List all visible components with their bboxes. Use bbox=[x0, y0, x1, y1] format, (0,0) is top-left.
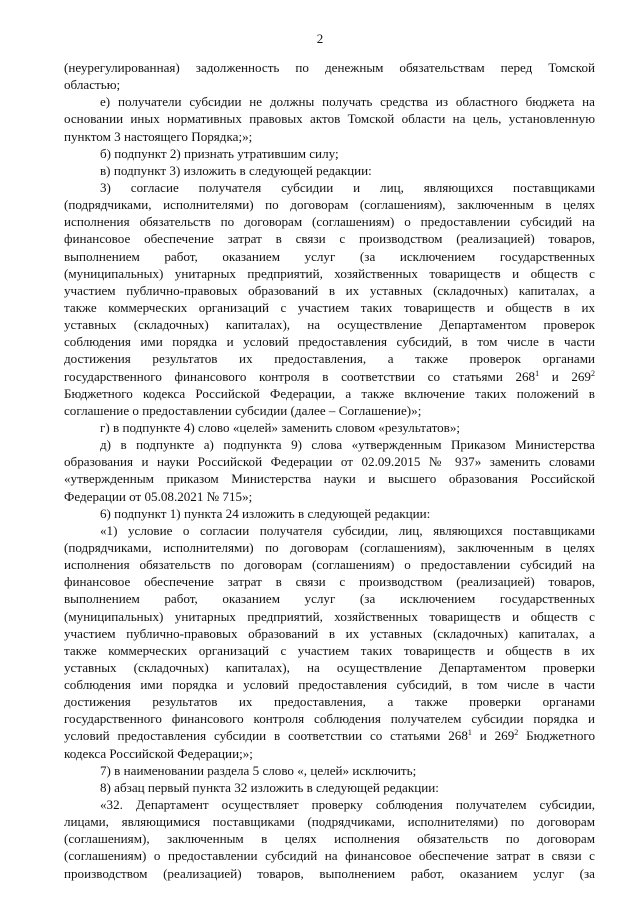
text-segment: д) в подпункте а) подпункта 9) слова «утвержденным Приказом Министерства bbox=[100, 437, 595, 453]
text-line bbox=[64, 865, 595, 882]
text-segment: лицами, являющимися поставщиками (подрядчиками, исполнителями) по договорам bbox=[64, 814, 595, 830]
text-segment: г) в подпункте 4) слово «целей» заменить словом «результатов»; bbox=[100, 419, 461, 435]
text-segment: финансовое обеспечение затрат в связи с производством (реализацией) товаров, bbox=[64, 231, 595, 247]
text-segment: 6) подпункт 1) пункта 24 изложить в следующей редакции: bbox=[100, 505, 431, 521]
text-segment: выполнением работ, оказанием услуг (за исключением государственных bbox=[64, 591, 595, 607]
text-line bbox=[64, 350, 595, 367]
text-line bbox=[64, 659, 595, 676]
text-segment: образования и науки Российской Федерации от 02.09.2015 № 937» заменить словами bbox=[64, 454, 595, 470]
text-line bbox=[64, 453, 595, 470]
document-body bbox=[64, 59, 595, 882]
text-segment: государственного финансового контроля в соответствии со статьями 268 bbox=[64, 368, 536, 384]
text-segment: 8) абзац первый пункта 32 изложить в следующей редакции: bbox=[100, 779, 439, 795]
text-segment: также коммерческих организаций с участием таких товариществ и обществ в их bbox=[64, 299, 595, 315]
text-segment: (подрядчиками, исполнителями) по договорам (соглашениям), заключенным в целях bbox=[64, 197, 595, 213]
text-segment: выполнением работ, оказанием услуг (за исключением государственных bbox=[64, 248, 595, 264]
superscript: 1 bbox=[535, 368, 540, 378]
text-line bbox=[64, 265, 595, 282]
text-segment: уставных (складочных) капиталах), на осуществление Департаментом проверки bbox=[64, 659, 595, 675]
text-segment: областью; bbox=[64, 77, 121, 93]
text-line bbox=[64, 145, 595, 162]
text-line bbox=[64, 93, 595, 110]
text-segment: «1) условие о согласии получателя субсидии, лиц, являющихся поставщиками bbox=[100, 522, 595, 538]
text-line bbox=[64, 230, 595, 247]
text-segment: кодекса Российской Федерации;»; bbox=[64, 745, 253, 761]
text-segment: соблюдения ими порядка и условий предоставления субсидий, в том числе в части bbox=[64, 334, 595, 350]
page-number: 2 bbox=[316, 31, 324, 46]
text-segment: (соглашениям), заключенным в целях исполнения обязательств по договорам bbox=[64, 831, 595, 847]
text-line bbox=[64, 76, 595, 93]
text-line bbox=[64, 436, 595, 453]
text-line bbox=[64, 470, 595, 487]
text-line bbox=[64, 522, 595, 539]
text-segment: (соглашениям) о предоставлении субсидий на финансовое обеспечение затрат в связи с bbox=[64, 848, 595, 864]
text-line bbox=[64, 299, 595, 316]
text-line bbox=[64, 385, 595, 402]
text-line bbox=[64, 573, 595, 590]
text-line bbox=[64, 608, 595, 625]
superscript: 2 bbox=[514, 728, 519, 738]
text-segment: основании иных нормативных правовых актов Томской области на цель, установленную bbox=[64, 111, 595, 127]
text-line bbox=[64, 745, 595, 762]
text-line bbox=[64, 402, 595, 419]
text-segment: 7) в наименовании раздела 5 слово «, целей» исключить; bbox=[100, 762, 417, 778]
text-line bbox=[64, 196, 595, 213]
superscript: 1 bbox=[467, 728, 472, 738]
text-line bbox=[64, 625, 595, 642]
text-line bbox=[64, 333, 595, 350]
text-line bbox=[64, 710, 595, 727]
text-segment: участием публично-правовых образований в их уставных (складочных) капиталах, а bbox=[64, 625, 595, 641]
text-segment: и 269 bbox=[539, 368, 591, 384]
text-segment: уставных (складочных) капиталах), на осуществление Департаментом проверок bbox=[64, 317, 595, 333]
text-line bbox=[64, 162, 595, 179]
text-segment: Бюджетного кодекса Российской Федерации, а также включение таких положений в bbox=[64, 385, 595, 401]
text-segment: производством (реализацией) товаров, выполнением работ, оказанием услуг (за bbox=[64, 865, 595, 881]
superscript: 2 bbox=[590, 368, 595, 378]
text-segment: (подрядчиками, исполнителями) по договорам (соглашениям), заключенным в целях bbox=[64, 539, 595, 555]
text-line bbox=[64, 727, 595, 744]
text-line bbox=[64, 128, 595, 145]
text-line bbox=[64, 693, 595, 710]
text-segment: (неурегулированная) задолженность по денежным обязательствам перед Томской bbox=[64, 60, 595, 75]
text-segment: достижения результатов их предоставления, а также проверки органами bbox=[64, 694, 595, 710]
text-line bbox=[64, 213, 595, 230]
text-line bbox=[64, 248, 595, 265]
text-line bbox=[64, 813, 595, 830]
text-segment: (муниципальных) унитарных предприятий, хозяйственных товариществ и обществ с bbox=[64, 608, 595, 624]
text-segment: е) получатели субсидии не должны получать средства из областного бюджета на bbox=[100, 94, 595, 110]
text-line bbox=[64, 282, 595, 299]
text-segment: также коммерческих организаций с участием таких товариществ и обществ в их bbox=[64, 642, 595, 658]
text-line bbox=[64, 796, 595, 813]
text-line bbox=[64, 830, 595, 847]
text-segment: государственного финансового контроля соблюдения получателем субсидии порядка и bbox=[64, 711, 595, 727]
text-line bbox=[64, 59, 595, 76]
text-segment: достижения результатов их предоставления, а также проверок органами bbox=[64, 351, 595, 367]
text-line bbox=[64, 556, 595, 573]
text-segment: Федерации от 05.08.2021 № 715»; bbox=[64, 488, 253, 504]
text-segment: исполнения обязательств по договорам (соглашениям) о предоставлении субсидий на bbox=[64, 214, 595, 230]
text-line bbox=[64, 539, 595, 556]
text-line bbox=[64, 505, 595, 522]
text-line bbox=[64, 590, 595, 607]
text-line bbox=[64, 847, 595, 864]
text-segment: пунктом 3 настоящего Порядка;»; bbox=[64, 128, 253, 144]
text-segment: (муниципальных) унитарных предприятий, хозяйственных товариществ и обществ с bbox=[64, 265, 595, 281]
text-segment: б) подпункт 2) признать утратившим силу; bbox=[100, 145, 339, 161]
text-line bbox=[64, 779, 595, 796]
text-segment: в) подпункт 3) изложить в следующей редакции: bbox=[100, 162, 372, 178]
text-segment: 3) согласие получателя субсидии и лиц, являющихся поставщиками bbox=[100, 179, 595, 195]
text-line bbox=[64, 316, 595, 333]
text-line bbox=[64, 179, 595, 196]
text-line bbox=[64, 676, 595, 693]
text-line bbox=[64, 488, 595, 505]
text-line bbox=[64, 368, 595, 385]
text-segment: исполнения обязательств по договорам (соглашениям) о предоставлении субсидий на bbox=[64, 557, 595, 573]
text-segment: «утвержденным приказом Министерства науки и высшего образования Российской bbox=[64, 471, 595, 487]
text-segment: финансовое обеспечение затрат в связи с производством (реализацией) товаров, bbox=[64, 574, 595, 590]
text-segment: соблюдения ими порядка и условий предоставления субсидий, в том числе в части bbox=[64, 677, 595, 693]
text-segment: и 269 bbox=[471, 728, 515, 744]
text-line bbox=[64, 419, 595, 436]
text-segment: Бюджетного bbox=[518, 728, 595, 744]
text-segment: участием публично-правовых образований в их уставных (складочных) капиталах, а bbox=[64, 282, 595, 298]
text-segment: условий предоставления субсидии в соответствии со статьями 268 bbox=[64, 728, 468, 744]
text-line bbox=[64, 762, 595, 779]
text-segment: соглашение о предоставлении субсидии (далее – Соглашение)»; bbox=[64, 402, 422, 418]
text-line bbox=[64, 110, 595, 127]
text-line bbox=[64, 642, 595, 659]
text-segment: «32. Департамент осуществляет проверку соблюдения получателем субсидии, bbox=[100, 797, 595, 813]
